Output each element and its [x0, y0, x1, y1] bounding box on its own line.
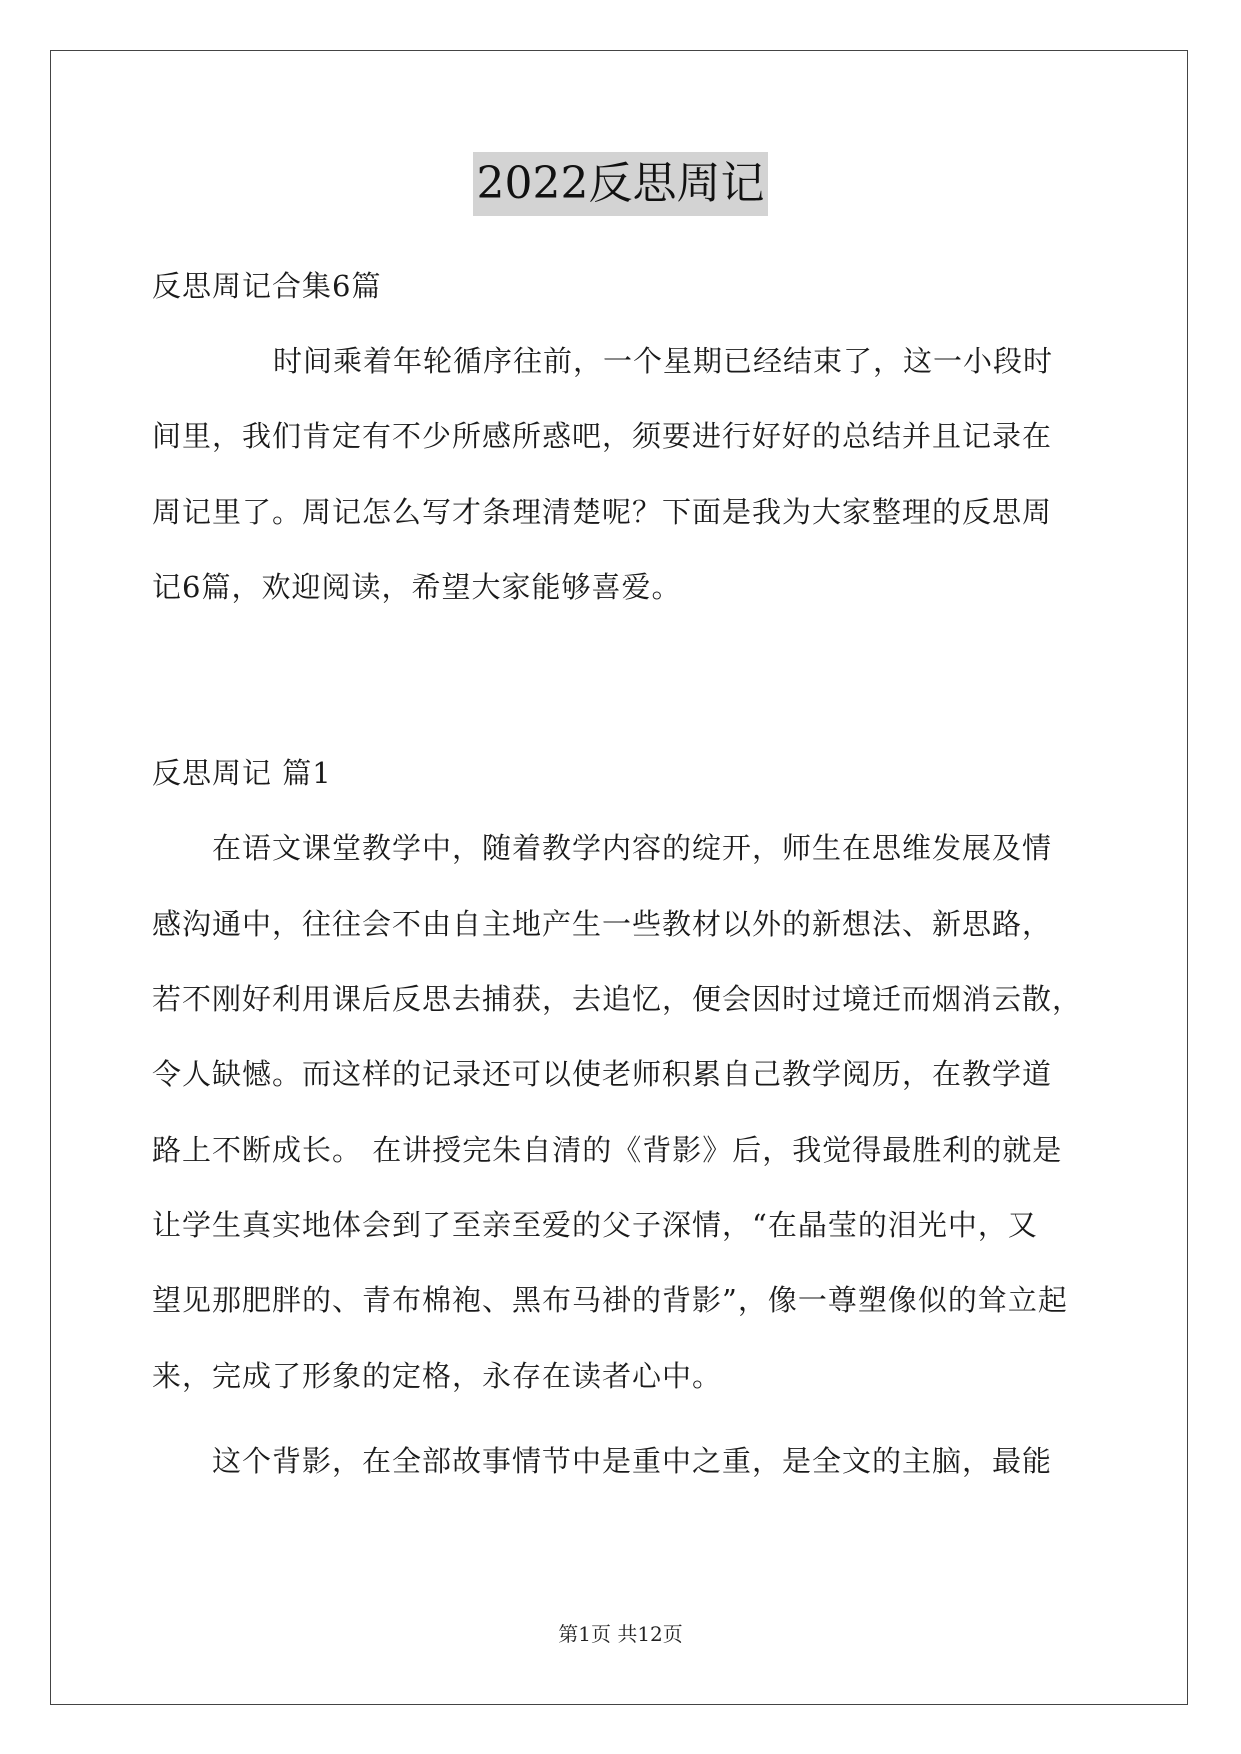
intro-line: 记6篇，欢迎阅读，希望大家能够喜爱。 — [152, 570, 682, 604]
document-subtitle: 反思周记合集6篇 — [152, 269, 382, 303]
paragraph-line: 来，完成了形象的定格，永存在读者心中。 — [152, 1359, 723, 1393]
intro-line: 周记里了。周记怎么写才条理清楚呢？下面是我为大家整理的反思周 — [152, 495, 1053, 529]
paragraph-line: 令人缺憾。而这样的记录还可以使老师积累自己教学阅历，在教学道 — [152, 1057, 1053, 1091]
paragraph-line: 若不刚好利用课后反思去捕获，去追忆，便会因时过境迁而烟消云散， — [152, 982, 1083, 1016]
intro-line: 间里，我们肯定有不少所感所惑吧，须要进行好好的总结并且记录在 — [152, 419, 1053, 453]
document-title: 2022反思周记 — [473, 152, 769, 216]
intro-line: 时间乘着年轮循序往前，一个星期已经结束了，这一小段时 — [273, 344, 1054, 378]
paragraph-line: 感沟通中，往往会不由自主地产生一些教材以外的新想法、新思路， — [152, 907, 1053, 941]
paragraph-line: 在语文课堂教学中，随着教学内容的绽开，师生在思维发展及情 — [212, 831, 1053, 865]
page-footer: 第1页 共12页 — [558, 1622, 683, 1646]
paragraph-line: 让学生真实地体会到了至亲至爱的父子深情，“在晶莹的泪光中，又 — [152, 1208, 1038, 1242]
paragraph-line: 这个背影，在全部故事情节中是重中之重，是全文的主脑，最能 — [212, 1444, 1053, 1478]
paragraph-line: 路上不断成长。 在讲授完朱自清的《背影》后，我觉得最胜利的就是 — [152, 1133, 1063, 1167]
paragraph-line: 望见那肥胖的、青布棉袍、黑布马褂的背影”，像一尊塑像似的耸立起 — [152, 1283, 1068, 1317]
title-container — [0, 152, 1241, 216]
section-heading: 反思周记 篇1 — [152, 756, 332, 790]
